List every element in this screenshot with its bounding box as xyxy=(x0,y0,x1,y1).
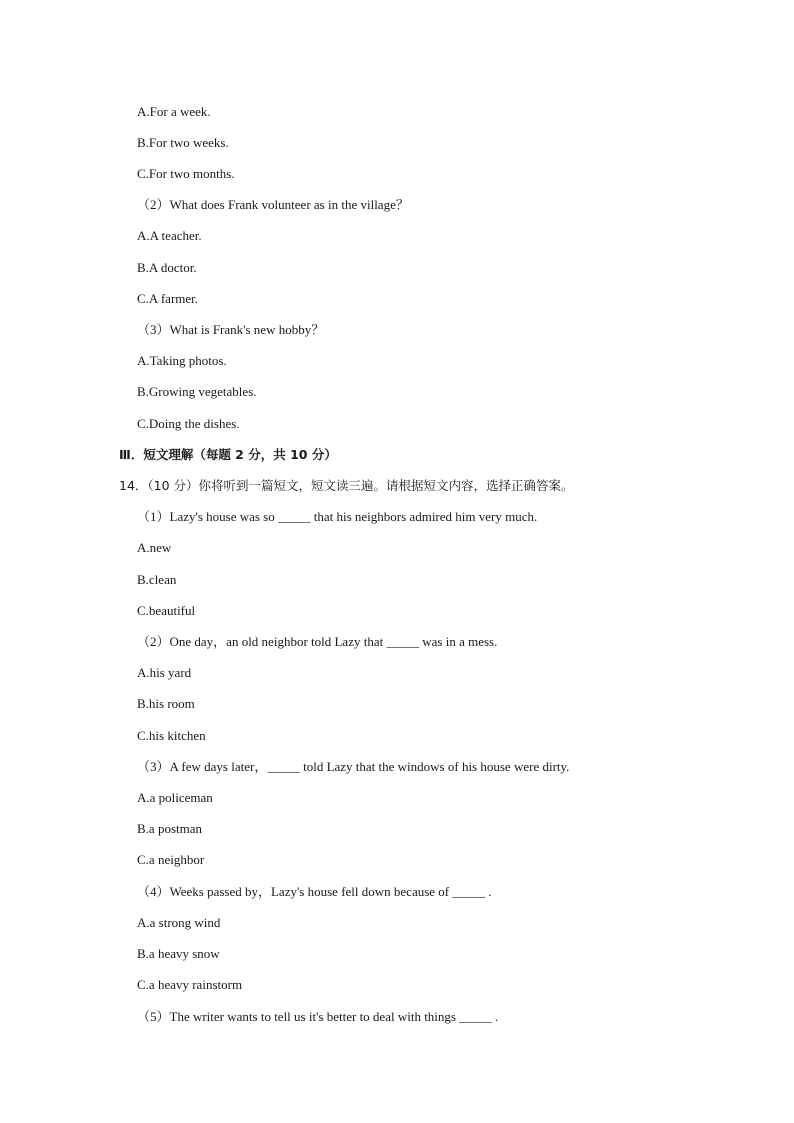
q2-option-b: B.A doctor. xyxy=(137,260,197,275)
s3-prompt-before: （3）A few days later， xyxy=(137,759,268,774)
s1-prompt-after: that his neighbors admired him very much. xyxy=(310,509,538,524)
s4-prompt-before: （4）Weeks passed by，Lazy's house fell down because of xyxy=(137,884,453,899)
s2-blank: _____ xyxy=(386,634,419,649)
s1-option-a: A.new xyxy=(137,540,172,555)
q3-prompt: （3）What is Frank's new hobby？ xyxy=(137,322,325,337)
s4-option-b: B.a heavy snow xyxy=(137,946,220,961)
s1-prompt-before: （1）Lazy's house was so xyxy=(137,509,278,524)
s1-prompt xyxy=(137,509,537,525)
s3-option-b: B.a postman xyxy=(137,821,202,836)
q3-option-b: B.Growing vegetables. xyxy=(137,384,257,399)
s4-option-c: C.a heavy rainstorm xyxy=(137,977,243,992)
s2-prompt-before: （2）One day，an old neighbor told Lazy that xyxy=(137,634,387,649)
s2-prompt xyxy=(137,634,497,650)
s4-blank: _____ xyxy=(452,884,485,899)
section-heading: Ⅲ．短文理解（每题 2 分，共 10 分） xyxy=(119,447,337,462)
s3-prompt xyxy=(137,759,569,775)
s2-option-a: A.his yard xyxy=(137,665,192,680)
q2-prompt: （2）What does Frank volunteer as in the village？ xyxy=(137,197,409,212)
q3-option-a: A.Taking photos. xyxy=(137,353,227,368)
q1-option-a: A.For a week. xyxy=(137,104,211,119)
s1-blank: _____ xyxy=(278,509,311,524)
question-14-instruction: 14．（10 分）你将听到一篇短文，短文读三遍。请根据短文内容，选择正确答案。 xyxy=(119,478,574,493)
s5-prompt-before: （5）The writer wants to tell us it's better to deal with things xyxy=(137,1009,460,1024)
s5-prompt-after: . xyxy=(491,1009,499,1024)
s5-blank: _____ xyxy=(459,1009,492,1024)
q1-option-c: C.For two months. xyxy=(137,166,235,181)
s3-prompt-after: told Lazy that the windows of his house were dirty. xyxy=(299,759,570,774)
s3-option-a: A.a policeman xyxy=(137,790,213,805)
q3-option-c: C.Doing the dishes. xyxy=(137,416,240,431)
q2-option-a: A.A teacher. xyxy=(137,228,202,243)
s4-option-a: A.a strong wind xyxy=(137,915,221,930)
s2-option-b: B.his room xyxy=(137,696,195,711)
s4-prompt-after: . xyxy=(484,884,492,899)
s1-option-c: C.beautiful xyxy=(137,603,196,618)
s1-option-b: B.clean xyxy=(137,572,177,587)
s4-prompt xyxy=(137,884,491,900)
s3-option-c: C.a neighbor xyxy=(137,852,205,867)
q2-option-c: C.A farmer. xyxy=(137,291,199,306)
s5-prompt xyxy=(137,1009,498,1025)
q1-option-b: B.For two weeks. xyxy=(137,135,229,150)
s2-option-c: C.his kitchen xyxy=(137,728,206,743)
s2-prompt-after: was in a mess. xyxy=(418,634,498,649)
s3-blank: _____ xyxy=(267,759,300,774)
